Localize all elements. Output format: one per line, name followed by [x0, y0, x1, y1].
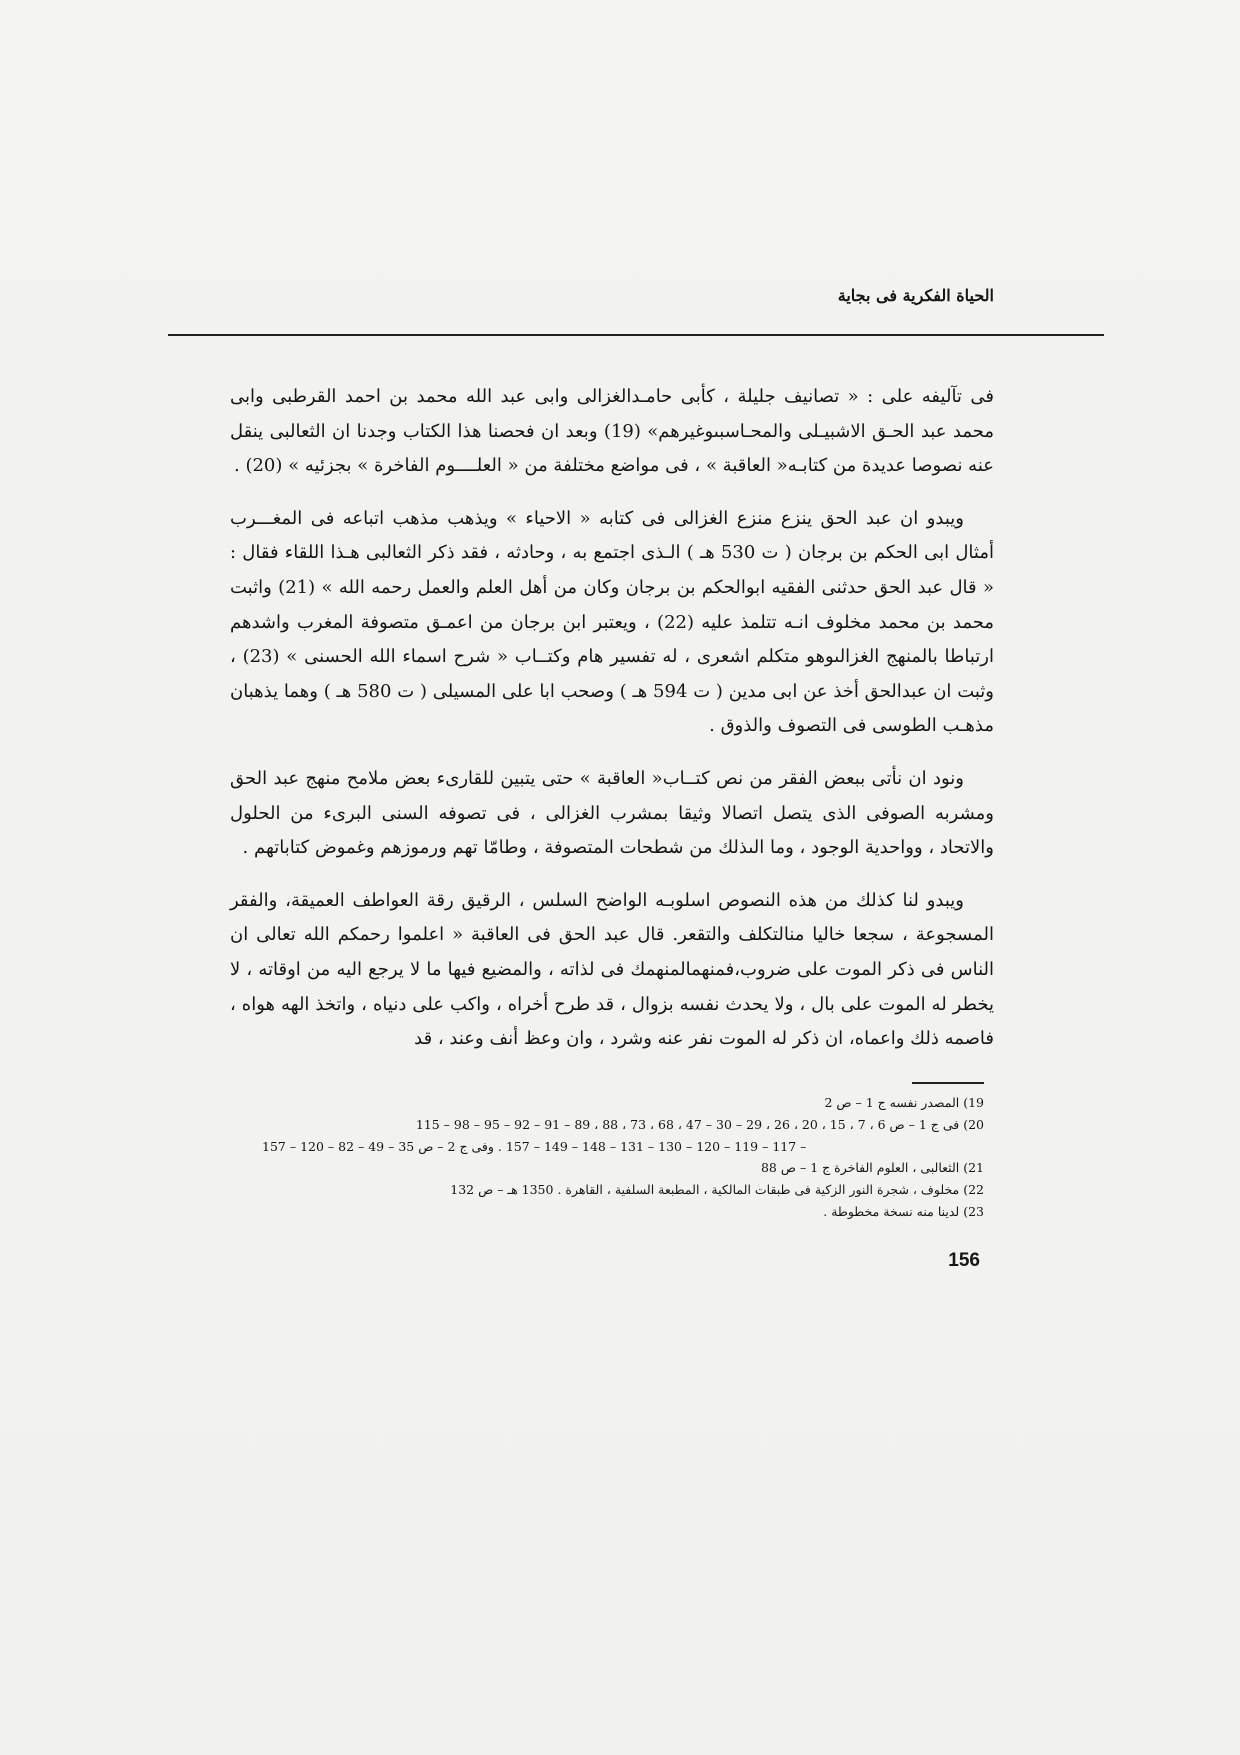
- footnote-rule: [912, 1082, 984, 1084]
- footnote: 19) المصدر نفسه ج 1 – ص 2: [824, 1095, 984, 1110]
- footnote-continuation: – 117 – 119 – 120 – 130 – 131 – 148 – 149 – 157 . وفى ج 2 – ص 35 – 49 – 82 – 120 – 157: [262, 1138, 807, 1154]
- footnotes: [262, 1092, 984, 1223]
- running-head: الحياة الفكرية فى بجاية: [837, 286, 994, 305]
- footnote: 20) فى ج 1 – ص 6 ، 7 ، 15 ، 20 ، 26 ، 29 – 30 – 47 ، 68 ، 73 ، 88 ، 89 – 91 – 92 – 95 – 98 – 115: [415, 1116, 984, 1132]
- paragraph: ونود ان نأتى ببعض الفقر من نص كتــاب« العاقبة » حتى يتبين للقارىء بعض ملامح منهج عبد الحق ومشربه الصوفى الذى يتصل اتصالا وثيقا بمشرب الغزالى ، فى تصوفه السنى البرىء من الحلول والاتحاد ، وواحدية الوجود ، وما الىذلك من شطحات المتصوفة ، وطامّا تهم ورموزهم وغموض كتاباتهم .: [230, 767, 994, 859]
- paragraph: فى تآليفه على : « تصانيف جليلة ، كأبى حامـدالغزالى وابى عبد الله محمد بن احمد القرطبى وابى محمد عبد الحـق الاشبيـلى والمحـاسبىوغيرهم» (19) وبعد ان فحصنا هذا الكتاب وجدنا ان الثعالبى ينقل عنه نصوصا عديدة من كتابـه« العاقبة » ، فى مواضع مختلفة من « العلــــوم الفاخرة » بجزئيه » (20) .: [230, 386, 994, 477]
- page-number: 156: [948, 1250, 980, 1271]
- header-rule: [168, 334, 1104, 336]
- paragraph: ويبدو ان عبد الحق ينزع منزع الغزالى فى كتابه « الاحياء » ويذهب مذهب اتباعه فى المغـــرب أمثال ابى الحكم بن برجان ( ت 530 هـ ) الـذى اجتمع به ، وحادثه ، فقد ذكر الثعالبى هـذا اللقاء فقال : « قال عبد الحق حدثنى الفقيه ابوالحكم بن برجان وكان من أهل العلم والعمل رحمه الله » (21) واثبت محمد بن محمد مخلوف انـه تتلمذ عليه (22) ، ويعتبر ابن برجان من اعمـق متصوفة المغرب واشدهم ارتباطا بالمنهج الغزالىوهو متكلم اشعرى ، له تفسير هام وكتــاب « شرح اسماء الله الحسنى » (23) ، وثبت ان عبدالحق أخذ عن ابى مدين ( ت 594 هـ ) وصحب ابا على المسيلى ( ت 580 هـ ) وهما يذهبان مذهـب الطوسى فى التصوف والذوق .: [230, 507, 995, 737]
- paragraph: ويبدو لنا كذلك من هذه النصوص اسلوبـه الواضح السلس ، الرقيق رقة العواطف العميقة، والفقر المسجوعة ، سجعا خاليا منالتكلف والتقعر. قال عبد الحق فى العاقبة « اعلموا رحمكم الله تعالى ان الناس فى ذكر الموت على ضروب،فمنهمالمنهمك فى لذاته ، والمضيع فيها ما لا يرجع اليه من اوقاته ، لا يخطر له الموت على بال ، ولا يحدث نفسه بزوال ، قد طرح أخراه ، واكب على دنياه ، واتخذ الهه هواه ، فاصمه ذلك واعماه، ان ذكر له الموت نفر عنه وشرد ، وان وعظ أنف وعند ، قد: [230, 889, 994, 1050]
- footnote: 23) لدينا منه نسخة مخطوطة .: [823, 1203, 984, 1219]
- body-text: [230, 380, 994, 1075]
- footnote: 22) مخلوف ، شجرة النور الزكية فى طبقات المالكية ، المطبعة السلفية ، القاهرة . 1350 هـ – ص 132: [450, 1182, 984, 1198]
- footnote: 21) الثعالبى ، العلوم الفاخرة ج 1 – ص 88: [760, 1160, 984, 1176]
